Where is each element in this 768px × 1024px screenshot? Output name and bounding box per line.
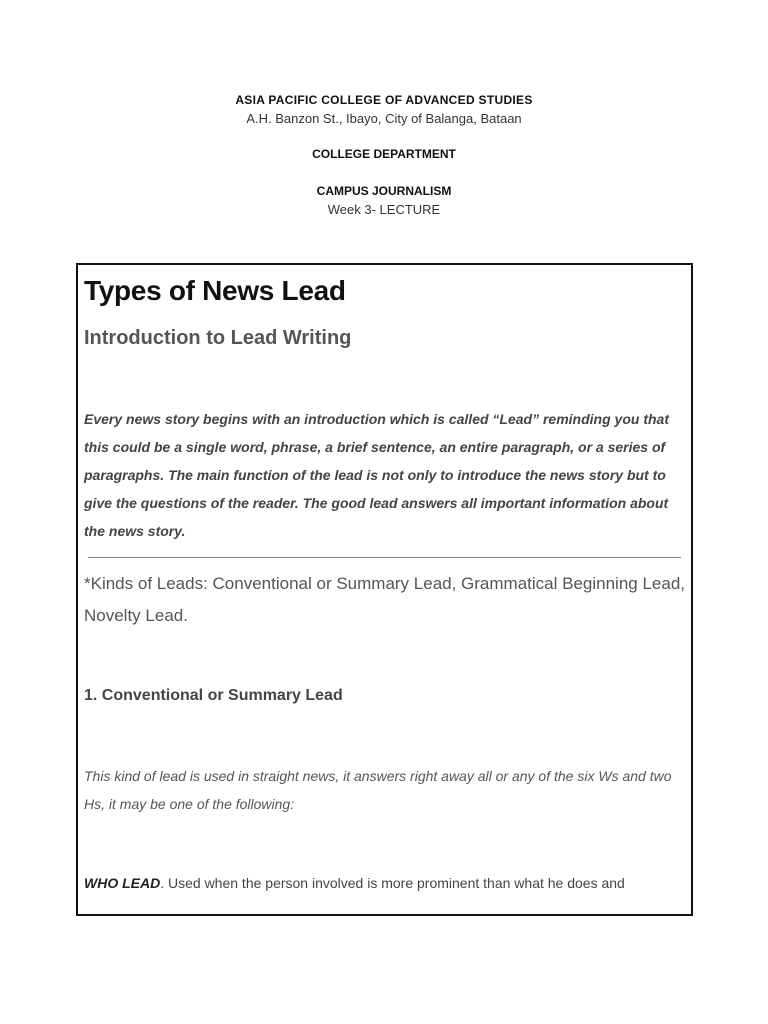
who-lead-paragraph bbox=[84, 869, 685, 897]
lecture-content-box bbox=[76, 263, 693, 916]
kinds-of-leads: *Kinds of Leads: Conventional or Summary Lead, Grammatical Beginning Lead, Novelty Lead. bbox=[84, 574, 686, 625]
section-divider bbox=[88, 557, 681, 558]
institution-address: A.H. Banzon St., Ibayo, City of Balanga, Bataan bbox=[246, 111, 522, 126]
course-name: CAMPUS JOURNALISM bbox=[316, 184, 452, 198]
who-lead-term: WHO LEAD bbox=[84, 875, 161, 891]
department-name: COLLEGE DEPARTMENT bbox=[312, 147, 456, 161]
document-header bbox=[0, 92, 768, 220]
institution-name: ASIA PACIFIC COLLEGE OF ADVANCED STUDIES bbox=[235, 93, 533, 107]
lecture-title: Types of News Lead bbox=[84, 275, 346, 306]
section-description: This kind of lead is used in straight news, it answers right away all or any of the six Ws and two Hs, it may be one of the following: bbox=[84, 768, 672, 812]
week-label: Week 3- LECTURE bbox=[327, 202, 441, 217]
intro-paragraph: Every news story begins with an introduction which is called “Lead” reminding you that this could be a single word, phrase, a brief sentence, an entire paragraph, or a series of paragraphs. The main function of the lead is not only to introduce the news story but to give the questions of the reader. The good lead answers all important information about the news story. bbox=[84, 411, 669, 539]
lecture-subtitle: Introduction to Lead Writing bbox=[84, 327, 352, 349]
section-heading-conventional-lead: 1. Conventional or Summary Lead bbox=[84, 687, 343, 704]
who-lead-text: . Used when the person involved is more prominent than what he does and bbox=[160, 875, 625, 891]
